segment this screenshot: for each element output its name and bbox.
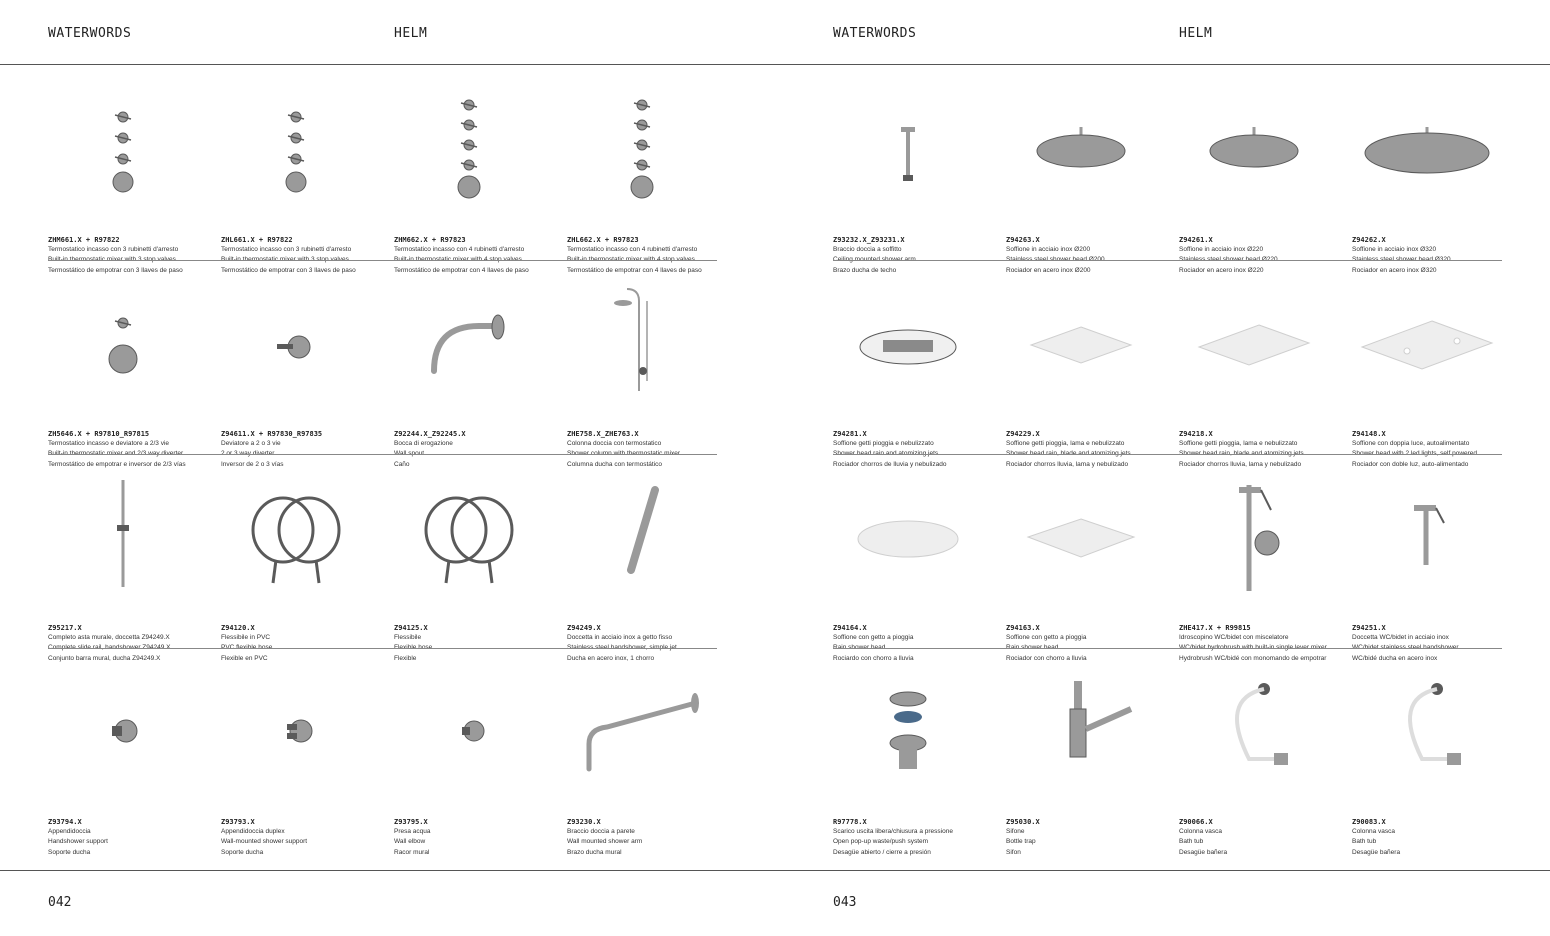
- collection-label-left: HELM: [394, 26, 428, 41]
- product-description-line: Soffione con getto a pioggia: [1006, 634, 1087, 641]
- product-code: Z93793.X: [221, 818, 255, 826]
- product-description-line: Appendidoccia: [48, 828, 91, 835]
- product-description-line: Colonna doccia con termostatico: [567, 440, 662, 447]
- product-description-line: Termostático de empotrar e inversor de 2/3 vías: [48, 460, 186, 468]
- handshower-support-icon: [48, 669, 198, 787]
- product-description-line: Colonna vasca: [1352, 828, 1395, 835]
- product-code: Z94164.X: [833, 624, 867, 632]
- product-caption: [48, 235, 220, 276]
- product-description-line: Desagüe bañera: [1352, 848, 1401, 856]
- wall-spout-icon: [394, 281, 544, 399]
- product-description-line: Flessibile: [394, 634, 422, 641]
- product-description-line: Desagüe bañera: [1179, 848, 1228, 856]
- product-code: Z94262.X: [1352, 236, 1386, 244]
- product-code: Z94163.X: [1006, 624, 1040, 632]
- flexible-hose-icon: [221, 475, 371, 593]
- product-description-line: Wall elbow: [394, 838, 426, 846]
- product-code: Z94229.X: [1006, 430, 1040, 438]
- collection-label-right: HELM: [1179, 26, 1213, 41]
- product-description-line: Inversor de 2 o 3 vías: [221, 460, 284, 468]
- product-caption: [394, 235, 566, 276]
- product-caption: [567, 817, 739, 858]
- product-description-line: Termostático de empotrar con 3 llaves de paso: [221, 266, 356, 274]
- product-description-line: Braccio doccia a soffitto: [833, 246, 902, 253]
- product-code: Z94261.X: [1179, 236, 1213, 244]
- product-code: Z90066.X: [1179, 818, 1213, 826]
- product-caption: [1352, 623, 1524, 664]
- page-number-right: 043: [833, 895, 857, 910]
- hydrobrush-mixer-icon: [1179, 475, 1329, 593]
- product-description-line: Deviatore a 2 o 3 vie: [221, 440, 281, 447]
- product-description-line: Flexible en PVC: [221, 654, 268, 662]
- product-description-line: Scarico uscita libera/chiusura a pressione: [833, 828, 953, 835]
- product-description-line: Braccio doccia a parete: [567, 828, 635, 835]
- thermostatic-diverter-icon: [48, 281, 198, 399]
- flexible-hose-icon: [394, 475, 544, 593]
- product-code: Z92244.X_Z92245.X: [394, 430, 466, 438]
- rectangular-head-icon: [1179, 281, 1329, 399]
- product-code: Z93232.X_Z93231.X: [833, 236, 905, 244]
- product-description-line: Doccetta WC/bidet in acciaio inox: [1352, 634, 1449, 641]
- product-description-line: Desagüe abierto / cierre a presión: [833, 848, 931, 856]
- row-divider: [833, 648, 1502, 649]
- product-description-line: Soffione in acciaio inox Ø200: [1006, 246, 1091, 253]
- footer-divider: [0, 870, 1550, 871]
- product-caption: [48, 817, 220, 858]
- product-caption: [1179, 235, 1351, 276]
- product-description-line: Rociador en acero inox Ø320: [1352, 266, 1437, 274]
- product-description-line: Rociador chorros de lluvia y nebulizado: [833, 460, 947, 468]
- product-code: Z93230.X: [567, 818, 601, 826]
- row-divider: [48, 454, 717, 455]
- product-description-line: Termostático de empotrar con 3 llaves de paso: [48, 266, 183, 274]
- product-description-line: Idroscopino WC/bidet con miscelatore: [1179, 634, 1289, 641]
- square-head-icon: [1006, 281, 1156, 399]
- product-code: Z90083.X: [1352, 818, 1386, 826]
- product-description-line: Rociador con doble luz, auto-alimentado: [1352, 460, 1469, 468]
- diverter-icon: [221, 281, 371, 399]
- brand-label-left: WATERWORDS: [48, 26, 132, 41]
- thermostatic-mixer-4-valves-icon: [394, 87, 544, 205]
- product-description-line: Wall mounted shower arm: [567, 838, 643, 846]
- product-description-line: Soffione in acciaio inox Ø220: [1179, 246, 1264, 253]
- product-code: Z94611.X + R97830_R97835: [221, 430, 323, 438]
- product-description-line: Soffione getti pioggia, lama e nebulizzato: [1006, 440, 1125, 447]
- round-rain-head-icon: [833, 475, 983, 593]
- product-description-line: Appendidoccia duplex: [221, 828, 285, 835]
- product-code: Z94218.X: [1179, 430, 1213, 438]
- product-caption: [833, 235, 1005, 276]
- ceiling-arm-icon: [833, 87, 983, 205]
- product-description-line: Bath tub: [1352, 838, 1377, 846]
- product-description-line: Rociador en acero inox Ø200: [1006, 266, 1091, 274]
- handshower-icon: [567, 475, 717, 593]
- thermostatic-mixer-3-valves-icon: [221, 87, 371, 205]
- header-divider: [0, 64, 1550, 65]
- product-caption: [221, 623, 393, 664]
- product-caption: [567, 623, 739, 664]
- wall-shower-arm-icon: [567, 669, 717, 787]
- shower-column-icon: [567, 281, 717, 399]
- product-code: ZHE758.X_ZHE763.X: [567, 430, 639, 438]
- product-description-line: Termostatico incasso con 4 rubinetti d'arresto: [394, 246, 525, 253]
- product-caption: [394, 817, 566, 858]
- product-caption: [1006, 623, 1178, 664]
- product-code: ZHL662.X + R97823: [567, 236, 639, 244]
- product-description-line: Rociador chorros lluvia, lama y nebulizado: [1179, 460, 1302, 468]
- product-code: ZHE417.X + R99815: [1179, 624, 1251, 632]
- product-description-line: Rociador en acero inox Ø220: [1179, 266, 1264, 274]
- product-description-line: Sifon: [1006, 848, 1021, 856]
- product-code: Z94251.X: [1352, 624, 1386, 632]
- product-description-line: Racor mural: [394, 848, 430, 856]
- product-description-line: Handshower support: [48, 838, 108, 846]
- product-description-line: Termostatico incasso con 3 rubinetti d'arresto: [221, 246, 352, 253]
- product-description-line: Caño: [394, 460, 410, 468]
- product-caption: [394, 429, 566, 470]
- product-code: ZHL661.X + R97822: [221, 236, 293, 244]
- thermostatic-mixer-4-valves-icon: [567, 87, 717, 205]
- product-caption: [833, 623, 1005, 664]
- product-code: Z94148.X: [1352, 430, 1386, 438]
- slide-rail-icon: [48, 475, 198, 593]
- product-code: ZH5646.X + R97810_R97815: [48, 430, 150, 438]
- product-description-line: Rociador chorros lluvia, lama y nebulizado: [1006, 460, 1129, 468]
- product-description-line: Wall-mounted shower support: [221, 838, 308, 846]
- duplex-support-icon: [221, 669, 371, 787]
- product-description-line: Conjunto barra mural, ducha Z94249.X: [48, 654, 161, 662]
- product-description-line: Termostatico incasso con 3 rubinetti d'arresto: [48, 246, 179, 253]
- product-description-line: Doccetta in acciaio inox a getto fisso: [567, 634, 673, 641]
- row-divider: [833, 454, 1502, 455]
- bath-tub-column-icon: [1352, 669, 1502, 787]
- product-code: Z95217.X: [48, 624, 82, 632]
- round-shower-head-icon: [1179, 87, 1329, 205]
- product-description-line: Soporte ducha: [48, 848, 91, 856]
- product-code: R97778.X: [833, 818, 867, 826]
- product-caption: [567, 235, 739, 276]
- product-code: ZHM661.X + R97822: [48, 236, 120, 244]
- product-code: ZHM662.X + R97823: [394, 236, 466, 244]
- large-round-shower-head-icon: [1352, 87, 1502, 205]
- product-description-line: Flessibile in PVC: [221, 634, 271, 641]
- product-caption: [48, 623, 220, 664]
- product-code: Z94249.X: [567, 624, 601, 632]
- product-description-line: Soffione con doppia luce, autoalimentato: [1352, 440, 1470, 447]
- product-code: Z94120.X: [221, 624, 255, 632]
- product-description-line: WC/bidé ducha en acero inox: [1352, 654, 1438, 662]
- product-description-line: Open pop-up waste/push system: [833, 838, 929, 846]
- product-description-line: Termostatico incasso e deviatore a 2/3 vie: [48, 440, 170, 447]
- square-rain-head-icon: [1006, 475, 1156, 593]
- product-description-line: Rociardo con chorro a lluvia: [833, 654, 914, 662]
- product-description-line: Brazo ducha mural: [567, 848, 622, 856]
- product-caption: [833, 429, 1005, 470]
- row-divider: [48, 648, 717, 649]
- product-caption: [48, 429, 220, 470]
- wall-elbow-icon: [394, 669, 544, 787]
- product-description-line: Bottle trap: [1006, 838, 1036, 846]
- product-caption: [1006, 429, 1178, 470]
- product-caption: [1352, 235, 1524, 276]
- bottle-trap-icon: [1006, 669, 1156, 787]
- product-description-line: Columna ducha con termostático: [567, 460, 663, 468]
- product-description-line: Hydrobrush WC/bidé con monomando de empotrar: [1179, 654, 1327, 662]
- led-head-icon: [1352, 281, 1502, 399]
- product-description-line: Bocca di erogazione: [394, 440, 453, 447]
- product-caption: [221, 429, 393, 470]
- product-description-line: Termostático de empotrar con 4 llaves de paso: [567, 266, 702, 274]
- product-description-line: Soffione getti pioggia, lama e nebulizzato: [1179, 440, 1298, 447]
- product-caption: [1352, 817, 1524, 858]
- product-code: Z93794.X: [48, 818, 82, 826]
- brand-label-right: WATERWORDS: [833, 26, 917, 41]
- product-description-line: Soffione con getto a pioggia: [833, 634, 914, 641]
- product-description-line: Termostático de empotrar con 4 llaves de paso: [394, 266, 529, 274]
- product-caption: [833, 817, 1005, 858]
- product-caption: [221, 817, 393, 858]
- row-divider: [48, 260, 717, 261]
- product-description-line: Ducha en acero inox, 1 chorro: [567, 654, 655, 662]
- product-description-line: Rociador con chorro a lluvia: [1006, 654, 1087, 662]
- product-caption: [1179, 623, 1351, 664]
- product-code: Z93795.X: [394, 818, 428, 826]
- product-caption: [1352, 429, 1524, 470]
- page-number-left: 042: [48, 895, 72, 910]
- popup-waste-icon: [833, 669, 983, 787]
- product-caption: [1006, 235, 1178, 276]
- product-description-line: Termostatico incasso con 4 rubinetti d'arresto: [567, 246, 698, 253]
- product-caption: [1179, 817, 1351, 858]
- product-description-line: Sifone: [1006, 828, 1025, 835]
- product-caption: [394, 623, 566, 664]
- product-description-line: Bath tub: [1179, 838, 1204, 846]
- product-description-line: Completo asta murale, doccetta Z94249.X: [48, 634, 170, 641]
- bath-tub-column-icon: [1179, 669, 1329, 787]
- product-code: Z94125.X: [394, 624, 428, 632]
- product-description-line: Soporte ducha: [221, 848, 264, 856]
- product-caption: [1006, 817, 1178, 858]
- recessed-round-head-icon: [833, 281, 983, 399]
- product-description-line: Flexible: [394, 654, 417, 662]
- product-caption: [1179, 429, 1351, 470]
- product-caption: [567, 429, 739, 470]
- product-description-line: Soffione in acciaio inox Ø320: [1352, 246, 1437, 253]
- product-code: Z94263.X: [1006, 236, 1040, 244]
- bidet-handshower-icon: [1352, 475, 1502, 593]
- round-shower-head-icon: [1006, 87, 1156, 205]
- product-description-line: Brazo ducha de techo: [833, 266, 897, 274]
- product-code: Z95030.X: [1006, 818, 1040, 826]
- product-code: Z94281.X: [833, 430, 867, 438]
- product-description-line: Colonna vasca: [1179, 828, 1222, 835]
- product-description-line: Presa acqua: [394, 828, 431, 835]
- product-caption: [221, 235, 393, 276]
- product-description-line: Soffione getti pioggia e nebulizzato: [833, 440, 934, 447]
- thermostatic-mixer-3-valves-icon: [48, 87, 198, 205]
- row-divider: [833, 260, 1502, 261]
